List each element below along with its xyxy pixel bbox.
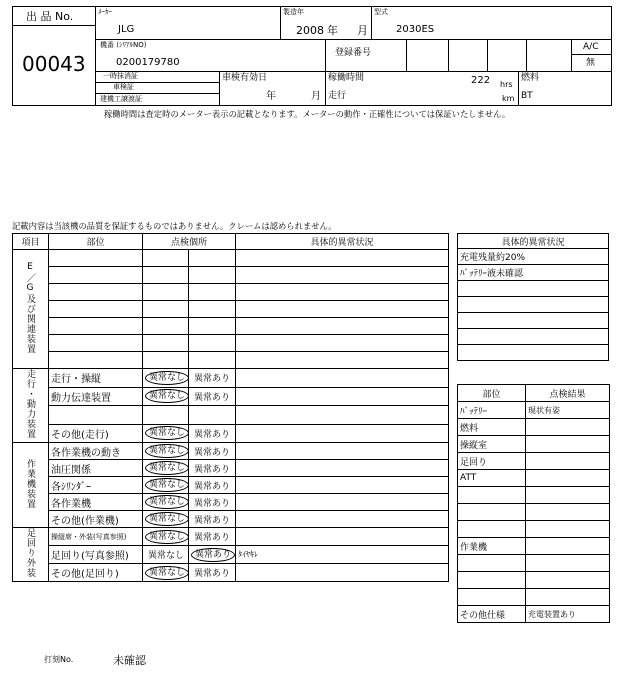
table-row [458, 606, 610, 623]
status-ok: 異常なし [148, 551, 185, 561]
fuel-value: BT [521, 91, 533, 101]
ok-cell [143, 250, 189, 267]
inspection-year-unit: 年 [266, 91, 276, 102]
reg-box-3 [487, 39, 527, 72]
cert1-label: 一時抹消証 [103, 72, 138, 80]
result-part: 作業機 [458, 538, 526, 555]
result-part: 足回り [458, 453, 526, 470]
header-part: 部位 [49, 234, 143, 250]
result-value [526, 487, 610, 504]
ok-cell [143, 352, 189, 369]
ng-cell [189, 528, 236, 546]
table-row [458, 589, 610, 606]
part-cell [49, 477, 143, 494]
cert3-label: 建機工譲渡証 [100, 95, 142, 103]
ok-cell [143, 477, 189, 494]
ng-cell [189, 406, 236, 425]
result-part [458, 589, 526, 606]
table-row [13, 477, 449, 494]
fuel-label: 燃料 [521, 73, 540, 83]
ac-value: 無 [586, 58, 596, 68]
group-label: E／G及び関連装置 [25, 261, 35, 354]
status-ok: 異常なし [145, 495, 189, 509]
list-item [458, 265, 609, 281]
result-part [458, 572, 526, 589]
detail-cell [236, 511, 449, 528]
table-row [458, 521, 610, 538]
ng-cell [189, 494, 236, 511]
detail-line: 充電残量約20% [458, 249, 609, 265]
lot-number: 00043 [22, 52, 86, 76]
part-label: その他(走行) [51, 429, 109, 441]
status-ng: 異常あり [194, 498, 231, 509]
result-part: その他仕様 [458, 606, 526, 623]
result-part: ﾊﾞｯﾃﾘｰ [458, 402, 526, 419]
ok-cell [143, 318, 189, 335]
detail-line [458, 281, 609, 297]
right-detail-header: 具体的異常状況 [458, 234, 609, 249]
detail-cell [236, 250, 449, 267]
status-ng [191, 288, 197, 298]
part-cell [49, 352, 143, 369]
ng-cell [189, 318, 236, 335]
result-part [458, 487, 526, 504]
ok-cell [143, 494, 189, 511]
group-label: 走行・動力装置 [25, 369, 35, 439]
table-row [458, 555, 610, 572]
maker-label: ﾒｰｶｰ [98, 8, 112, 16]
part-cell [49, 528, 143, 546]
serial-value: 0200179780 [116, 57, 180, 68]
detail-line [458, 345, 609, 361]
result-value [526, 538, 610, 555]
km-unit: km [502, 94, 515, 103]
status-ok [145, 288, 151, 298]
result-value [526, 521, 610, 538]
ng-cell [189, 564, 236, 582]
part-cell [49, 318, 143, 335]
status-ng [191, 271, 197, 281]
inspection-month-unit: 月 [311, 91, 321, 102]
status-ok [145, 356, 151, 366]
status-ng: 異常あり [194, 481, 231, 492]
detail-cell [236, 460, 449, 477]
part-cell [49, 564, 143, 582]
status-ok: 異常なし [145, 530, 189, 544]
result-value: 現状有姿 [526, 402, 610, 419]
status-ok [145, 410, 151, 420]
ng-cell [189, 301, 236, 318]
ng-cell [189, 335, 236, 352]
ok-cell [143, 284, 189, 301]
list-item [458, 281, 609, 297]
table-row [13, 546, 449, 564]
cert2-label: 車検証 [113, 83, 134, 91]
table-row [13, 528, 449, 546]
detail-cell [236, 406, 449, 425]
part-label: 走行・操縦 [51, 374, 101, 386]
result-value [526, 504, 610, 521]
ok-cell [143, 564, 189, 582]
model-label: 型式 [374, 8, 388, 16]
part-cell [49, 369, 143, 388]
result-value [526, 470, 610, 487]
table-row [13, 511, 449, 528]
ng-cell [189, 511, 236, 528]
ok-cell [143, 267, 189, 284]
status-ng [191, 254, 197, 264]
detail-cell [236, 335, 449, 352]
detail-cell [236, 369, 449, 388]
detail-cell [236, 443, 449, 460]
status-ok: 異常なし [145, 512, 189, 526]
status-ok: 異常なし [145, 389, 189, 403]
table-row [13, 267, 449, 284]
table-row [458, 436, 610, 453]
ok-cell [143, 406, 189, 425]
part-cell [49, 443, 143, 460]
ok-cell [143, 369, 189, 388]
header-detail: 具体的異常状況 [236, 234, 449, 250]
table-row [13, 301, 449, 318]
ok-cell [143, 528, 189, 546]
inspection-label: 車検有効日 [222, 73, 268, 83]
status-ok: 異常なし [145, 461, 189, 475]
table-row [13, 284, 449, 301]
ok-cell [143, 511, 189, 528]
table-row [458, 402, 610, 419]
result-part [458, 504, 526, 521]
month-unit: 月 [357, 24, 368, 37]
hours-unit: hrs [500, 80, 513, 89]
status-ok [145, 322, 151, 332]
table-row [13, 564, 449, 582]
list-item [458, 313, 609, 329]
status-ok: 異常なし [145, 371, 189, 385]
result-part: 燃料 [458, 419, 526, 436]
table-row [458, 538, 610, 555]
status-ng: 異常あり [194, 569, 231, 579]
table-row [458, 470, 610, 487]
status-ng [191, 305, 197, 315]
status-ng: 異常あり [194, 392, 231, 403]
list-item [458, 249, 609, 265]
maker-value: JLG [118, 24, 135, 35]
right-detail-table [457, 233, 609, 361]
part-cell [49, 284, 143, 301]
table-row [13, 443, 449, 460]
inspection-table [12, 233, 449, 582]
part-label: 各ｼﾘﾝﾀﾞｰ [51, 481, 91, 493]
part-label: 操縦席・外装(写真参照) [51, 533, 127, 541]
detail-line [458, 329, 609, 345]
part-label: 油圧関係 [51, 464, 91, 476]
part-cell [49, 511, 143, 528]
part-cell [49, 387, 143, 406]
result-part [458, 555, 526, 572]
part-cell [49, 406, 143, 425]
part-label: その他(作業機) [51, 515, 119, 527]
status-ng [191, 356, 197, 366]
status-ng: 異常あり [191, 548, 235, 562]
model-value: 2030ES [396, 24, 435, 35]
ng-cell [189, 460, 236, 477]
status-ng: 異常あり [194, 429, 231, 440]
hours-note: 稼働時間は査定時のメーター表示の記載となります。メーターの動作・正確性については保証いたしません。 [104, 109, 511, 119]
group-label-cell [13, 443, 49, 528]
table-row [458, 419, 610, 436]
detail-cell [236, 387, 449, 406]
status-ok [145, 254, 151, 264]
ng-cell [189, 387, 236, 406]
status-ok [145, 305, 151, 315]
status-ng [191, 339, 197, 349]
table-row [458, 504, 610, 521]
detail-cell [236, 564, 449, 582]
status-ng: 異常あり [194, 374, 231, 385]
header-check: 点検個所 [143, 234, 236, 250]
status-ok: 異常なし [145, 478, 189, 492]
status-ng [191, 410, 197, 420]
list-item [458, 329, 609, 345]
ok-cell [143, 443, 189, 460]
result-value [526, 555, 610, 572]
detail-cell [236, 477, 449, 494]
hours-label: 稼働時間 [328, 73, 365, 83]
table-row [13, 369, 449, 388]
result-value: 充電装置あり [526, 606, 610, 623]
part-label: その他(足回り) [51, 569, 119, 580]
status-ng [191, 322, 197, 332]
result-part: ATT [458, 470, 526, 487]
ok-cell [143, 460, 189, 477]
detail-cell [236, 528, 449, 546]
detail-cell [236, 301, 449, 318]
status-ok [145, 271, 151, 281]
disclaimer: 記載内容は当該機の品質を保証するものではありません。クレームは認められません。 [12, 221, 337, 231]
table-row [458, 572, 610, 589]
lot-label: 出 品 No. [26, 10, 74, 23]
group-label: 足回り外装 [25, 528, 35, 578]
part-cell [49, 267, 143, 284]
detail-cell [236, 318, 449, 335]
detail-cell [236, 424, 449, 443]
result-part: 操縦室 [458, 436, 526, 453]
part-cell [49, 546, 143, 564]
detail-line: ﾊﾞｯﾃﾘｰ液未確認 [458, 265, 609, 281]
part-cell [49, 335, 143, 352]
status-ok: 異常なし [145, 444, 189, 458]
ng-cell [189, 477, 236, 494]
detail-cell [236, 546, 449, 564]
group-label: 作業機装置 [25, 458, 35, 509]
ng-cell [189, 267, 236, 284]
table-row [458, 453, 610, 470]
status-ok [145, 339, 151, 349]
year-label: 製造年 [283, 8, 304, 16]
year-unit: 年 [327, 24, 338, 37]
result-value [526, 453, 610, 470]
detail-cell [236, 284, 449, 301]
stamp-value: 未確認 [113, 654, 146, 667]
part-label: 各作業機 [51, 498, 91, 510]
ng-cell [189, 250, 236, 267]
ok-cell [143, 301, 189, 318]
year-value: 2008 [296, 24, 324, 37]
reg-box-4 [526, 39, 572, 72]
status-ng: 異常あり [194, 515, 231, 526]
part-label: 足回り(写真参照) [51, 551, 129, 562]
ng-cell [189, 546, 236, 564]
ac-label: A/C [583, 42, 599, 52]
status-ok: 異常なし [145, 426, 189, 440]
serial-label: 機番 (ｼﾘｱﾙNO) [100, 41, 147, 49]
status-ok: 異常なし [145, 566, 189, 580]
detail-text: ﾀｲﾔｷﾚ [238, 550, 259, 559]
ng-cell [189, 284, 236, 301]
detail-line [458, 297, 609, 313]
status-ng: 異常あり [194, 533, 231, 543]
group-label-cell [13, 250, 49, 369]
right-result-table [457, 384, 610, 623]
table-row [13, 318, 449, 335]
part-label: 動力伝達装置 [51, 392, 111, 404]
table-row [13, 424, 449, 443]
ok-cell [143, 546, 189, 564]
result-header-part: 部位 [458, 385, 526, 402]
result-value [526, 572, 610, 589]
result-value [526, 589, 610, 606]
reg-box-1 [406, 39, 449, 72]
ok-cell [143, 387, 189, 406]
table-row [13, 460, 449, 477]
table-row [13, 406, 449, 425]
part-cell [49, 301, 143, 318]
table-row [13, 494, 449, 511]
list-item [458, 345, 609, 361]
ok-cell [143, 335, 189, 352]
ok-cell [143, 424, 189, 443]
detail-line [458, 313, 609, 329]
reg-label: 登録番号 [335, 48, 372, 58]
ng-cell [189, 352, 236, 369]
header-item: 項目 [13, 234, 49, 250]
km-label: 走行 [328, 91, 347, 101]
ng-cell [189, 369, 236, 388]
hours-value: 222 [471, 75, 491, 86]
table-row [13, 335, 449, 352]
status-ng: 異常あり [194, 447, 231, 458]
detail-cell [236, 352, 449, 369]
table-row [13, 352, 449, 369]
result-part [458, 521, 526, 538]
ng-cell [189, 443, 236, 460]
stamp-label: 打刻No. [44, 655, 74, 664]
table-row [13, 387, 449, 406]
reg-box-2 [448, 39, 488, 72]
ng-cell [189, 424, 236, 443]
part-cell [49, 460, 143, 477]
status-ng: 異常あり [194, 464, 231, 475]
part-cell [49, 494, 143, 511]
part-label: 各作業機の動き [51, 447, 121, 459]
list-item [458, 297, 609, 313]
table-row [458, 487, 610, 504]
part-cell [49, 250, 143, 267]
detail-cell [236, 494, 449, 511]
result-header-result: 点検結果 [526, 385, 610, 402]
detail-cell [236, 267, 449, 284]
group-label-cell [13, 369, 49, 443]
table-row [13, 250, 449, 267]
part-cell [49, 424, 143, 443]
group-label-cell [13, 528, 49, 582]
result-value [526, 419, 610, 436]
result-value [526, 436, 610, 453]
